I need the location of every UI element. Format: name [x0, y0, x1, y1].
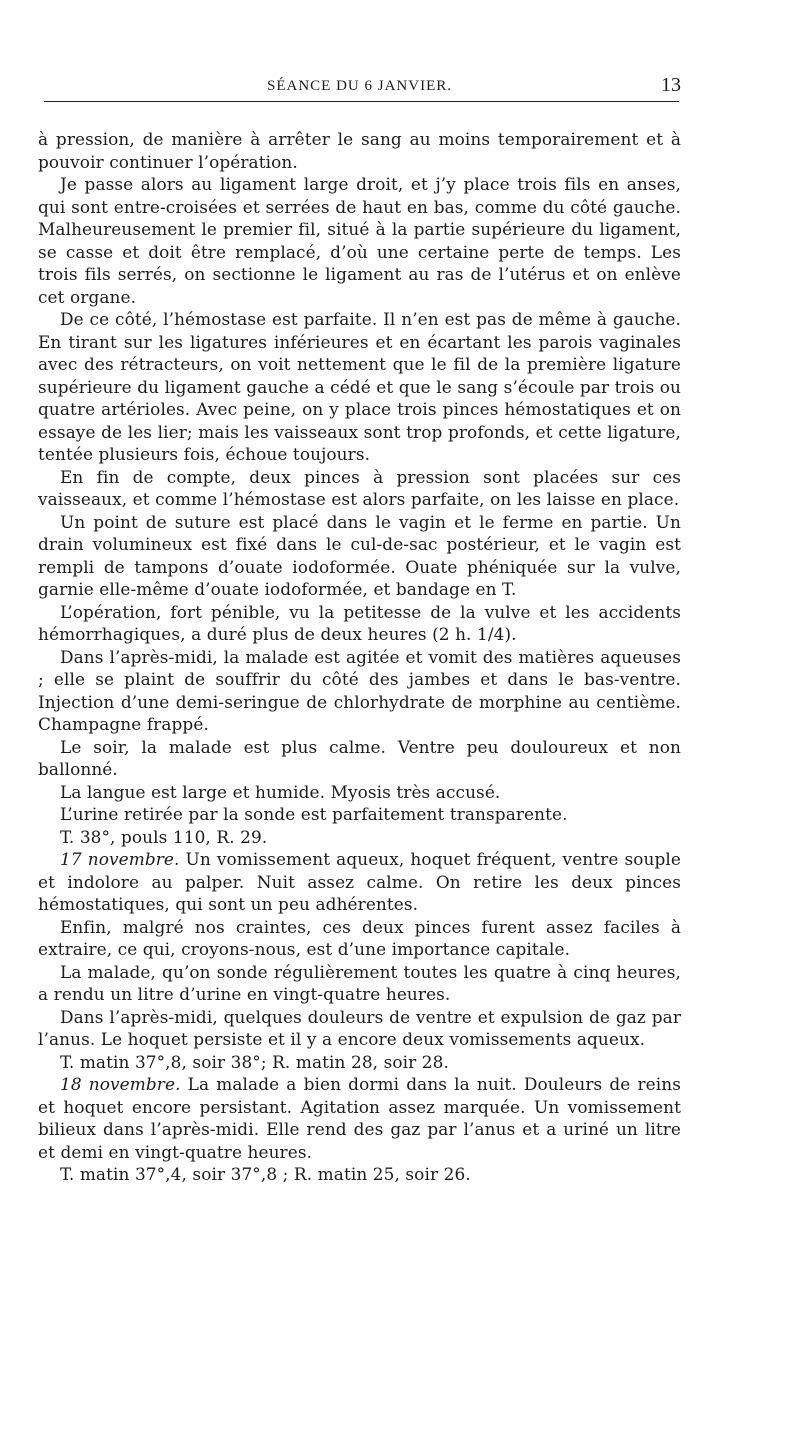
page-number: 13: [661, 74, 681, 96]
paragraph: L’urine retirée par la sonde est parfaitement transparente.: [60, 804, 568, 824]
paragraph: De ce côté, l’hémostase est parfaite. Il n’en est pas de même à gauche. En tirant sur les ligatures inférieures et en écartant les parois vaginales avec des rétracteurs, on voit nettement que le fil de la première ligature supérieure du ligament gauche a cédé et que le sang s’écoule par trois ou quatre artérioles. Avec peine, on y place trois pinces hémostatiques et on essaye de les lier; mais les vaisseaux sont trop profonds, et cette ligature, tentée plusieurs fois, échoue toujours.: [38, 309, 681, 464]
paragraph: En fin de compte, deux pinces à pression sont placées sur ces vaisseaux, et comme l’hémostase est alors parfaite, on les laisse en place.: [38, 466, 681, 509]
dated-paragraph: [38, 1073, 681, 1163]
paragraph: La langue est large et humide. Myosis très accusé.: [60, 781, 501, 802]
header-rule: [44, 101, 679, 102]
paragraph: Dans l’après-midi, la malade est agitée et vomit des matières aqueuses ; elle se plaint de souffrir du côté des jambes et dans le bas-ventre. Injection d’une demi-seringue de chlorhydrate de morphine au centième. Champagne frappé.: [38, 646, 681, 734]
running-title: SÉANCE DU 6 JANVIER.: [267, 78, 452, 94]
dated-paragraph: [38, 848, 681, 916]
paragraph: à pression, de manière à arrêter le sang au moins temporairement et à pouvoir continuer l’opération.: [38, 129, 681, 172]
entry-text: Un vomissement aqueux, hoquet fréquent, ventre souple et indolore au palper. Nuit assez calme. On retire les deux pinces hémostatiques, qui sont un peu adhérentes.: [38, 849, 681, 914]
entry-date: 17 novembre.: [60, 849, 180, 869]
paragraph: Un point de suture est placé dans le vagin et le ferme en partie. Un drain volumineux est fixé dans le cul-de-sac postérieur, et le vagin est rempli de tampons d’ouate iodoformée. Ouate phéniquée sur la vulve, garnie elle-même d’ouate iodoformée, et bandage en T.: [38, 511, 681, 599]
paragraph: Je passe alors au ligament large droit, et j’y place trois fils en anses, qui sont entre-croisées et serrées de haut en bas, comme du côté gauche. Malheureusement le premier fil, situé à la partie supérieure du ligament, se casse et doit être remplacé, d’où une certaine perte de temps. Les trois fils serrés, on sectionne le ligament au ras de l’utérus et on enlève cet organe.: [38, 174, 681, 307]
paragraph: Enfin, malgré nos craintes, ces deux pinces furent assez faciles à extraire, ce qui, croyons-nous, est d’une importance capitale.: [38, 916, 681, 959]
paragraph: Le soir, la malade est plus calme. Ventre peu douloureux et non ballonné.: [38, 736, 681, 779]
entry-text: La malade a bien dormi dans la nuit. Douleurs de reins et hoquet encore persistant. Agitation assez marquée. Un vomissement bilieux dans l’après-midi. Elle rend des gaz par l’anus et a uriné un litre et demi en vingt-quatre heures.: [38, 1074, 681, 1162]
body-text: [38, 128, 681, 1186]
paragraph: L’opération, fort pénible, vu la petitesse de la vulve et les accidents hémorrhagiques, a duré plus de deux heures (2 h. 1/4).: [38, 601, 681, 644]
paragraph: T. 38°, pouls 110, R. 29.: [60, 826, 268, 847]
paragraph: T. matin 37°,8, soir 38°; R. matin 28, soir 28.: [60, 1051, 449, 1072]
entry-date: 18 novembre.: [60, 1074, 181, 1094]
paragraph: Dans l’après-midi, quelques douleurs de ventre et expulsion de gaz par l’anus. Le hoquet persiste et il y a encore deux vomissements aqueux.: [38, 1006, 681, 1049]
running-head: [38, 72, 681, 102]
paragraph: La malade, qu’on sonde régulièrement toutes les quatre à cinq heures, a rendu un litre d’urine en vingt-quatre heures.: [38, 961, 681, 1004]
paragraph: T. matin 37°,4, soir 37°,8 ; R. matin 25, soir 26.: [60, 1164, 471, 1184]
